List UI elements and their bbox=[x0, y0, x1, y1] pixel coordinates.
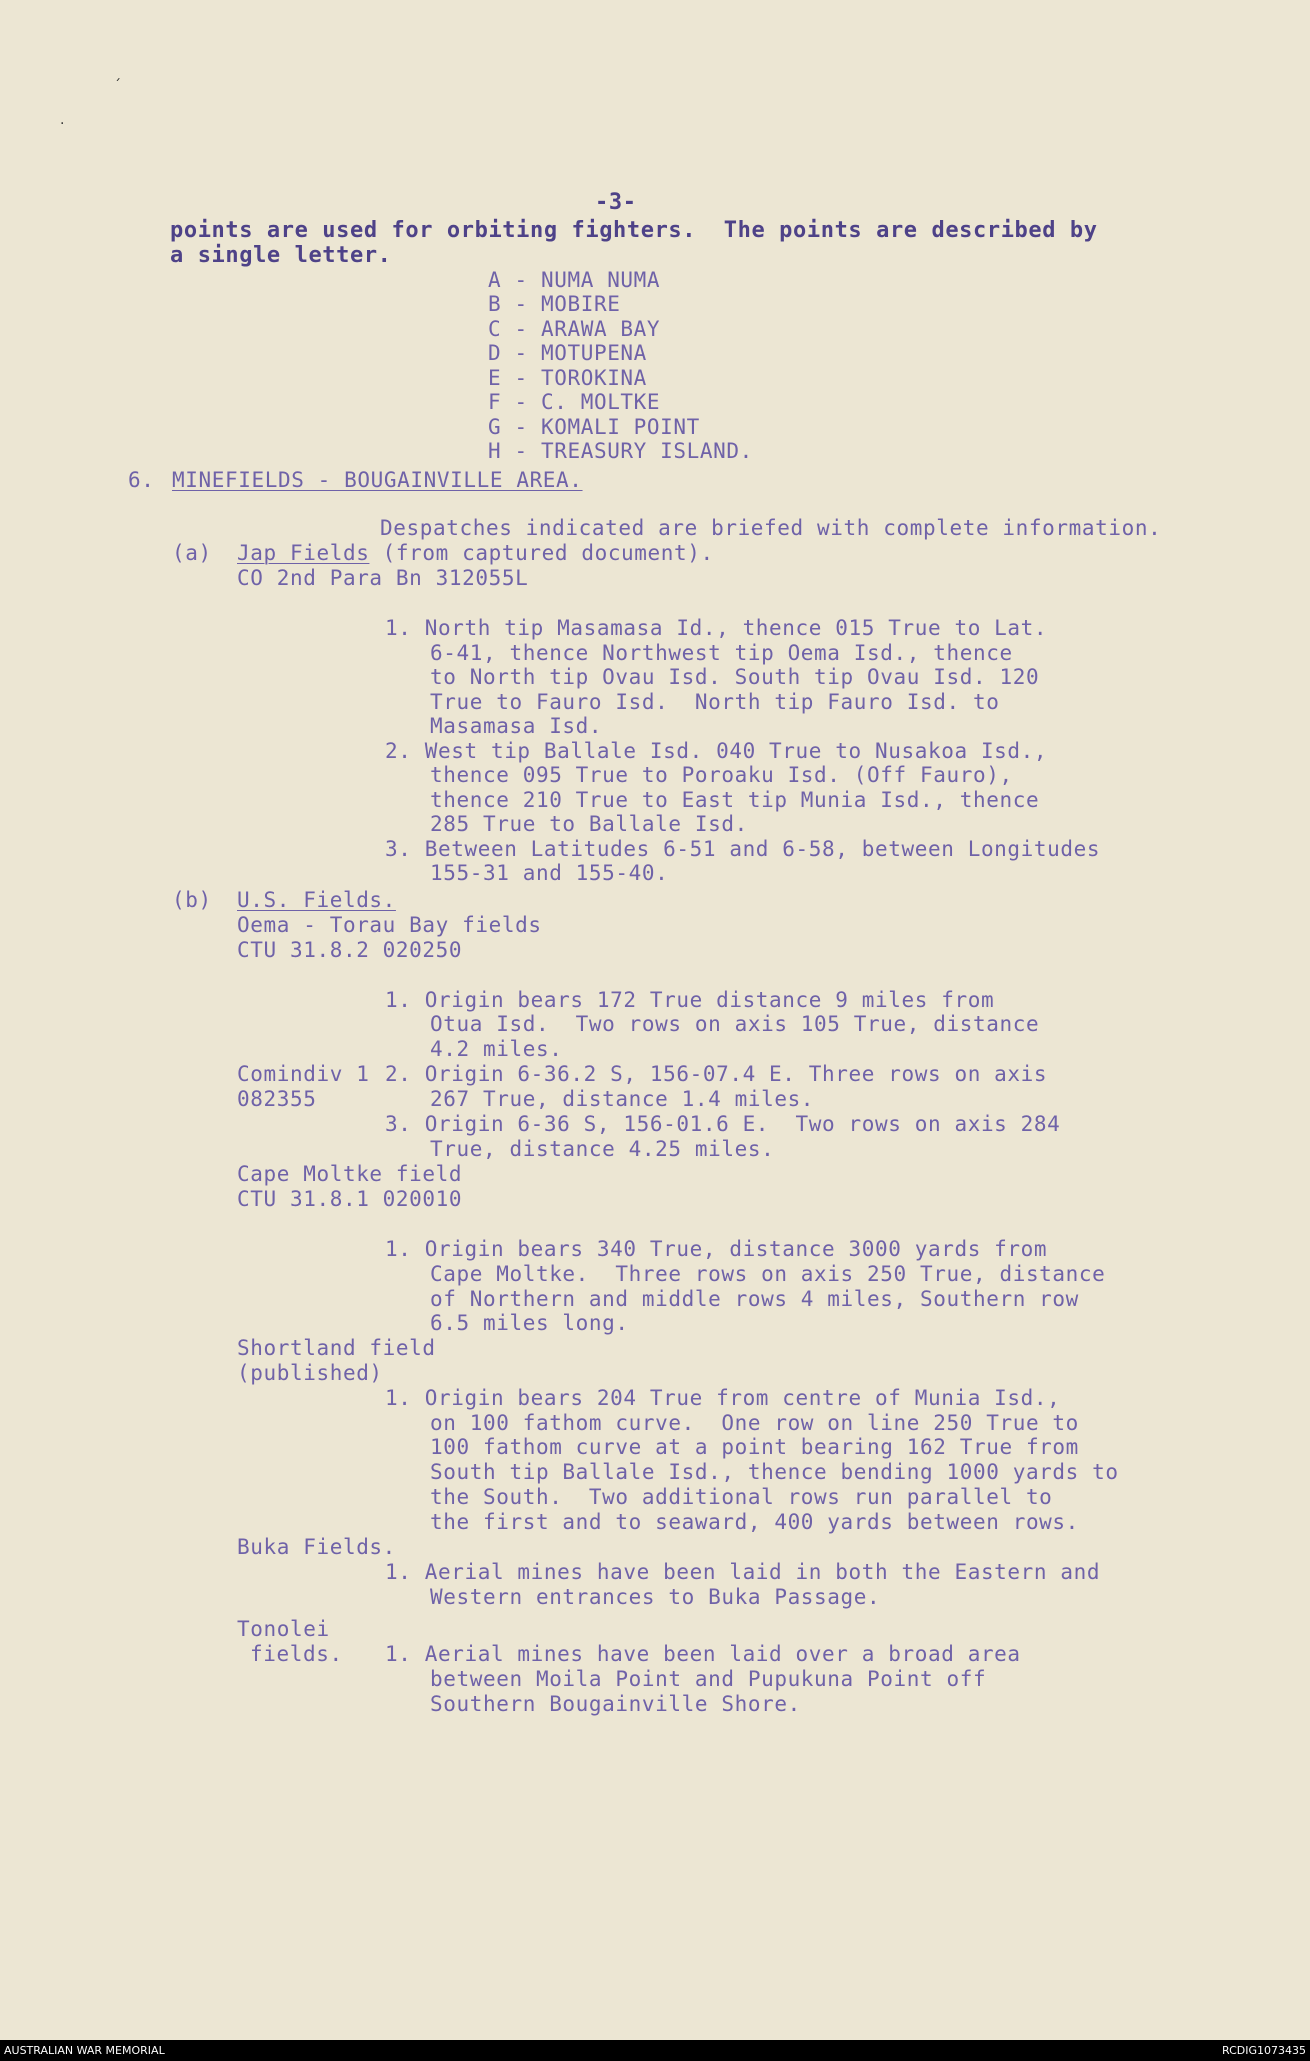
list-item-line: True, distance 4.25 miles. bbox=[430, 1137, 775, 1161]
list-item-line: 1. Origin bears 172 True distance 9 miles from bbox=[385, 988, 995, 1012]
field-title: Shortland field bbox=[237, 1336, 436, 1360]
point-item: E - TOROKINA bbox=[488, 366, 647, 390]
subsection-label: (b) bbox=[172, 888, 212, 912]
field-title: fields. bbox=[250, 1642, 343, 1666]
list-item-line: 1. Origin bears 340 True, distance 3000 yards from bbox=[385, 1237, 1048, 1261]
list-item-line: 100 fathom curve at a point bearing 162 True from bbox=[430, 1435, 1079, 1459]
subsection-heading bbox=[237, 541, 714, 566]
field-title: Cape Moltke field bbox=[237, 1162, 463, 1186]
footer-id: RCDIG1073435 bbox=[1221, 2044, 1306, 2057]
list-item-line: the first and to seaward, 400 yards between rows. bbox=[430, 1510, 1079, 1534]
list-item-line: of Northern and middle rows 4 miles, Southern row bbox=[430, 1287, 1079, 1311]
list-item-line: thence 210 True to East tip Munia Isd., thence bbox=[430, 788, 1040, 812]
list-item-line: 2. West tip Ballale Isd. 040 True to Nusakoa Isd., bbox=[385, 739, 1048, 763]
list-item-line: 267 True, distance 1.4 miles. bbox=[430, 1087, 815, 1111]
point-item: A - NUMA NUMA bbox=[488, 268, 661, 292]
point-item: H - TREASURY ISLAND. bbox=[488, 439, 753, 463]
list-item-line: thence 095 True to Poroaku Isd. (Off Fauro), bbox=[430, 763, 1013, 787]
list-item-line: 6-41, thence Northwest tip Oema Isd., thence bbox=[430, 641, 1013, 665]
list-item-line: to North tip Ovau Isd. South tip Ovau Isd. 120 bbox=[430, 665, 1040, 689]
list-item-line: Cape Moltke. Three rows on axis 250 True, distance bbox=[430, 1262, 1106, 1286]
subsection-title: Jap Fields bbox=[237, 541, 370, 565]
section-intro: Despatches indicated are briefed with complete information. bbox=[380, 516, 1162, 540]
list-item-line: 1. Origin bears 204 True from centre of Munia Isd., bbox=[385, 1386, 1061, 1410]
ink-speck: · bbox=[60, 116, 65, 132]
list-item-line: 1. North tip Masamasa Id., thence 015 True to Lat. bbox=[385, 616, 1048, 640]
page-number: -3- bbox=[595, 190, 637, 215]
point-item: D - MOTUPENA bbox=[488, 341, 647, 365]
reference: CTU 31.8.1 020010 bbox=[237, 1187, 463, 1211]
list-item-line: True to Fauro Isd. North tip Fauro Isd. to bbox=[430, 690, 1000, 714]
intro-line: points are used for orbiting fighters. The points are described by bbox=[170, 218, 1098, 243]
footer-bar bbox=[0, 2040, 1310, 2061]
list-item-line: 2. Origin 6-36.2 S, 156-07.4 E. Three rows on axis bbox=[385, 1062, 1048, 1086]
field-title: Buka Fields. bbox=[237, 1535, 396, 1559]
footer-source: AUSTRALIAN WAR MEMORIAL bbox=[4, 2044, 165, 2057]
intro-line: a single letter. bbox=[170, 243, 392, 268]
list-item-line: on 100 fathom curve. One row on line 250 True to bbox=[430, 1411, 1079, 1435]
section-title: MINEFIELDS - BOUGAINVILLE AREA. bbox=[172, 468, 583, 492]
reference: CO 2nd Para Bn 312055L bbox=[237, 566, 529, 590]
list-item-line: between Moila Point and Pupukuna Point off bbox=[430, 1667, 987, 1691]
field-title: (published) bbox=[237, 1361, 383, 1385]
point-item: G - KOMALI POINT bbox=[488, 415, 700, 439]
list-item-line: South tip Ballale Isd., thence bending 1000 yards to bbox=[430, 1460, 1119, 1484]
point-item: B - MOBIRE bbox=[488, 292, 621, 316]
list-item-line: 285 True to Ballale Isd. bbox=[430, 812, 748, 836]
list-item-line: Otua Isd. Two rows on axis 105 True, distance bbox=[430, 1012, 1040, 1036]
reference: 082355 bbox=[237, 1087, 317, 1111]
subsection-label: (a) bbox=[172, 541, 212, 565]
field-title: Tonolei bbox=[237, 1617, 330, 1641]
list-item-line: 3. Origin 6-36 S, 156-01.6 E. Two rows on axis 284 bbox=[385, 1112, 1061, 1136]
list-item-line: Masamasa Isd. bbox=[430, 714, 603, 738]
list-item-line: 155-31 and 155-40. bbox=[430, 861, 669, 885]
list-item-line: 4.2 miles. bbox=[430, 1037, 563, 1061]
point-item: F - C. MOLTKE bbox=[488, 390, 661, 414]
list-item-line: 1. Aerial mines have been laid over a broad area bbox=[385, 1642, 1021, 1666]
reference: CTU 31.8.2 020250 bbox=[237, 938, 463, 962]
list-item-line: 3. Between Latitudes 6-51 and 6-58, between Longitudes bbox=[385, 837, 1101, 861]
section-number: 6. bbox=[128, 468, 155, 492]
reference: Comindiv 1 bbox=[237, 1062, 370, 1086]
list-item-line: Western entrances to Buka Passage. bbox=[430, 1585, 881, 1609]
list-item-line: 6.5 miles long. bbox=[430, 1311, 629, 1335]
subsection-subtitle: (from captured document). bbox=[369, 541, 714, 565]
ink-speck: ˊ bbox=[114, 78, 121, 94]
list-item-line: 1. Aerial mines have been laid in both the Eastern and bbox=[385, 1560, 1101, 1584]
list-item-line: the South. Two additional rows run parallel to bbox=[430, 1485, 1053, 1509]
subsection-title: U.S. Fields. bbox=[237, 888, 396, 912]
list-item-line: Southern Bougainville Shore. bbox=[430, 1692, 801, 1716]
field-title: Oema - Torau Bay fields bbox=[237, 913, 542, 937]
point-item: C - ARAWA BAY bbox=[488, 317, 661, 341]
